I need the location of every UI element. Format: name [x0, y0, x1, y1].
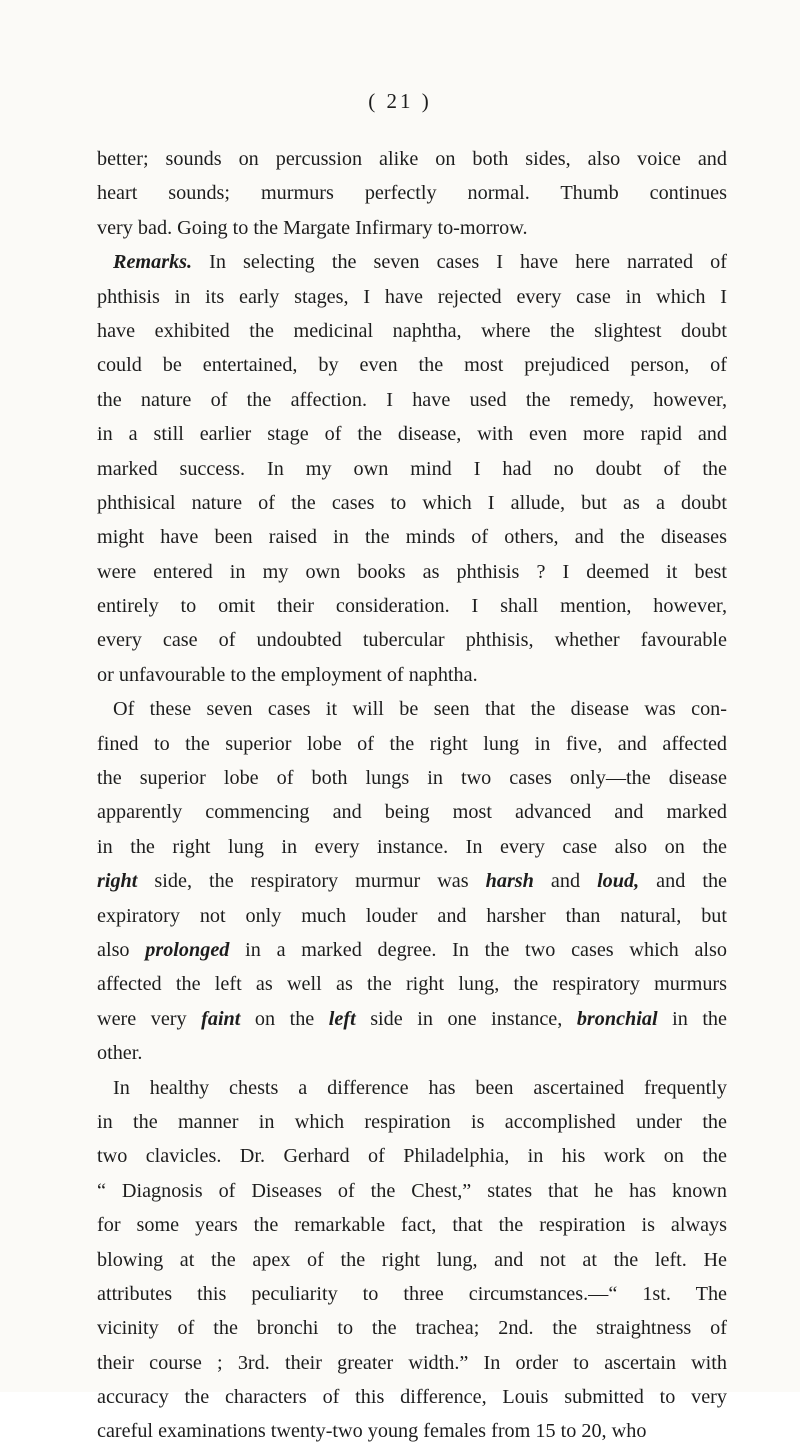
text-line: [97, 280, 727, 314]
text-line: [97, 417, 727, 451]
text-line: [97, 1208, 727, 1242]
emphasis-text: harsh: [485, 870, 534, 893]
text-segment: other.: [97, 1042, 143, 1065]
text-segment: careful examinations twenty-two young females from 15 to 20, who: [97, 1420, 647, 1443]
text-line: [97, 967, 727, 1001]
emphasis-text: prolonged: [145, 938, 230, 961]
text-segment: better; sounds on percussion alike on both sides, also voice and: [97, 148, 727, 170]
text-line: [97, 658, 727, 692]
text-line: [97, 727, 727, 761]
text-segment: in the right lung in every instance. In every case also on the: [97, 835, 727, 858]
text-segment: in the: [657, 1007, 727, 1030]
text-segment: phthisical nature of the cases to which I allude, but as a doubt: [97, 491, 727, 514]
text-line: [97, 142, 727, 176]
text-segment: blowing at the apex of the right lung, and not at the left. He: [97, 1248, 727, 1271]
text-line: [97, 1174, 727, 1208]
text-line: [97, 864, 727, 898]
emphasis-text: left: [328, 1007, 356, 1030]
text-line: [97, 1105, 727, 1139]
text-line: [97, 1346, 727, 1380]
page-number: ( 21 ): [368, 89, 432, 113]
text-line: [97, 348, 727, 382]
text-segment: very bad. Going to the Margate Infirmary to-morrow.: [97, 216, 528, 239]
text-segment: were entered in my own books as phthisis ? I deemed it best: [97, 560, 727, 583]
text-line: [97, 1277, 727, 1311]
emphasis-text: faint: [201, 1007, 241, 1030]
text-segment: side in one instance,: [355, 1007, 577, 1030]
text-segment: the nature of the affection. I have used the remedy, however,: [97, 388, 727, 411]
text-segment: heart sounds; murmurs perfectly normal. Thumb continues: [97, 182, 727, 205]
text-segment: in a marked degree. In the two cases which also: [229, 938, 727, 961]
text-segment: attributes this peculiarity to three circumstances.—“ 1st. The: [97, 1282, 727, 1305]
text-line: [97, 1380, 727, 1414]
text-segment: In healthy chests a difference has been ascertained frequently: [113, 1076, 727, 1099]
text-line: [97, 1311, 727, 1345]
text-line: [97, 211, 727, 245]
text-segment: In selecting the seven cases I have here narrated of: [192, 251, 727, 274]
text-segment: could be entertained, by even the most prejudiced person, of: [97, 354, 727, 377]
text-segment: for some years the remarkable fact, that the respiration is always: [97, 1214, 727, 1237]
text-segment: might have been raised in the minds of others, and the diseases: [97, 526, 727, 549]
text-line: [97, 830, 727, 864]
text-segment: in a still earlier stage of the disease, with even more rapid and: [97, 423, 727, 446]
text-segment: fined to the superior lobe of the right lung in five, and affected: [97, 732, 727, 755]
text-line: [97, 623, 727, 657]
text-line: [97, 933, 727, 967]
text-segment: have exhibited the medicinal naphtha, where the slightest doubt: [97, 319, 727, 342]
text-line: [97, 692, 727, 726]
text-line: [97, 1414, 727, 1448]
text-segment: the superior lobe of both lungs in two cases only—the disease: [97, 767, 727, 790]
text-segment: side, the respiratory murmur was: [137, 870, 486, 893]
text-line: [97, 1036, 727, 1070]
text-line: [97, 383, 727, 417]
text-line: [97, 795, 727, 829]
text-segment: their course ; 3rd. their greater width.” In order to ascertain with: [97, 1351, 727, 1374]
text-segment: entirely to omit their consideration. I shall mention, however,: [97, 595, 727, 618]
text-line: [97, 1002, 727, 1036]
text-segment: “ Diagnosis of Diseases of the Chest,” states that he has known: [97, 1179, 727, 1202]
text-line: [97, 176, 727, 210]
text-segment: Of these seven cases it will be seen that the disease was con-: [113, 698, 727, 721]
text-line: [97, 761, 727, 795]
text-segment: marked success. In my own mind I had no doubt of the: [97, 457, 727, 480]
text-line: [97, 1139, 727, 1173]
text-segment: on the: [240, 1007, 329, 1030]
text-segment: and: [533, 870, 598, 893]
text-line: [97, 452, 727, 486]
text-segment: also: [97, 938, 146, 961]
text-segment: apparently commencing and being most advanced and marked: [97, 801, 727, 824]
text-line: [97, 486, 727, 520]
emphasis-text: right: [97, 870, 138, 893]
text-line: [97, 520, 727, 554]
emphasis-text: loud,: [597, 870, 640, 893]
text-segment: expiratory not only much louder and harsher than natural, but: [97, 904, 727, 927]
text-segment: were very: [97, 1007, 202, 1030]
emphasis-text: Remarks.: [113, 251, 193, 274]
text-line: [97, 899, 727, 933]
text-line: [97, 314, 727, 348]
text-segment: affected the left as well as the right lung, the respiratory murmurs: [97, 973, 727, 996]
text-segment: in the manner in which respiration is accomplished under the: [97, 1110, 727, 1133]
text-segment: or unfavourable to the employment of naphtha.: [97, 663, 478, 686]
text-line: [97, 1071, 727, 1105]
text-line: [97, 1243, 727, 1277]
text-segment: and the: [639, 870, 728, 893]
body-text: [97, 142, 727, 1449]
text-segment: every case of undoubted tubercular phthisis, whether favourable: [97, 629, 727, 652]
text-segment: phthisis in its early stages, I have rejected every case in which I: [97, 285, 727, 308]
text-segment: two clavicles. Dr. Gerhard of Philadelphia, in his work on the: [97, 1145, 727, 1168]
text-segment: vicinity of the bronchi to the trachea; 2nd. the straightness of: [97, 1317, 727, 1340]
text-line: [97, 245, 727, 279]
emphasis-text: bronchial: [576, 1007, 658, 1030]
text-line: [97, 589, 727, 623]
text-segment: accuracy the characters of this difference, Louis submitted to very: [97, 1386, 727, 1409]
text-line: [97, 555, 727, 589]
